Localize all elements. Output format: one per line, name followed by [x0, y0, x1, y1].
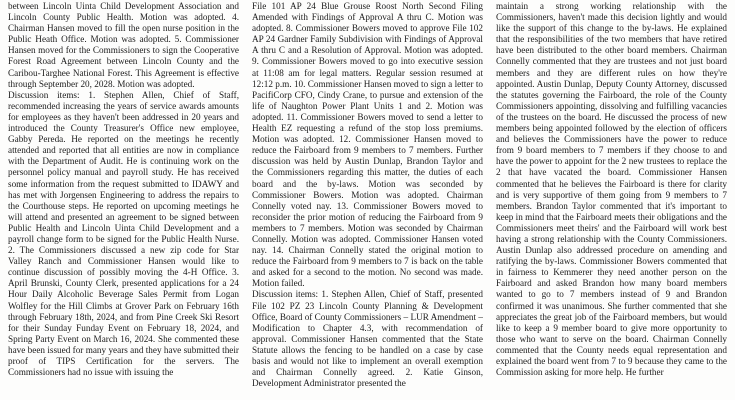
minutes-paragraph: Discussion items: 1. Stephen Allen, Chief of Staff, presented File 102 PZ 23 Lincoln County Planning & Development Office, Board of County Commissioners – LUR Amendment – Modification to Chapter 4.3, with recommendation of approval. Commissioner Hansen commented that the State Statute allows the fencing to be handled on a case by case basis and would not like to implement an overall exemption and Chairman Connelly agreed. 2. Katie Ginson, Development Administrator presented the — [252, 289, 483, 389]
text-column-1 — [8, 1, 239, 400]
minutes-paragraph: maintain a strong working relationship with the Commissioners, haven't made this decision lightly and would like the support of this change to the by-laws. He explained that the responsibilities of the two members that have retired have been distributed to the other board members. Chairman Connelly commented that they are trustees and not just board members and they are different rules on how they're appointed. Austin Dunlap, Deputy County Attorney, discussed the statutes governing the Fairboard, the role of the County Commissioners appointing, dissolving and fulfilling vacancies of the trustees on the board. He discussed the process of new members being appointed followed by the election of officers and believes the Commissioners have the power to reduce from 9 board members to 7 members if they choose to and have the power to appoint for the 2 new trustees to replace the 2 that have vacated the board. Commissioner Hansen commented that he believes the Fairboard is there for clarity and is very supportive of them going from 9 members to 7 members. Brandon Taylor commented that it's important to keep in mind that the Fairboard meets their obligations and the Commissioners meet theirs' and the Fairboard will work best having a strong relationship with the County Commissioners. Austin Dunlap also addressed procedure on amending and ratifying the by-laws. Commissioner Bowers commented that in fairness to Kemmerer they need another person on the Fairboard and asked Brandon how many board members wanted to go to 7 members instead of 9 and Brandon confirmed it was unanimous. She further commented that she appreciates the great job of the Fairboard members, but would like to keep a 9 member board to give more opportunity to those who want to serve on the board. Chairman Connelly commented that the County needs equal representation and explained the board went from 7 to 9 because they came to the Commission asking for more help. He further — [496, 1, 727, 378]
minutes-paragraph: between Lincoln Uinta Child Development Association and Lincoln County Public Health. Motion was adopted. 4. Chairman Hansen moved to fill the open nurse position in the Public Heath Office. Motion was adopted. 5. Commissioner Hansen moved for the Commissioners to sign the Cooperative Forest Road Agreement between Lincoln County and the Caribou-Targhee National Forest. This Agreement is effective through September 20, 2028. Motion was adopted. — [8, 1, 239, 89]
minutes-paragraph: Discussion items: 1. Stephen Allen, Chief of Staff, recommended increasing the years of service awards amounts for employees as they haven't been addressed in 20 years and introduced the County Treasurer's Office new employee, Gabby Pereda. He reported on the meetings he recently attended and reported that all entities are now in compliance with the Department of Audit. He is continuing work on the personnel policy manual and payroll study. He has received some information from the request submitted to IDAWY and has met with Jorgensen Engineering to address the repairs to the Courthouse steps. He reported on upcoming meetings he will attend and presented an agreement to be signed between Public Health and Lincoln Uinta Child Development and a payroll change form to be signed for the Public Health Nurse. 2. The Commissioners discussed a new zip code for Star Valley Ranch and Commissioner Hansen would like to continue discussion of possibly moving the 4-H Office. 3. April Brunski, County Clerk, presented applications for a 24 Hour Daily Alcoholic Beverage Sales Permit from Logan Wolfley for the Hill Climbs at Grover Park on February 16th through February 18th, 2024, and from Pine Creek Ski Resort for their Sunday Funday Event on February 18, 2024, and Spring Party Event on March 16, 2024. She commented these have been issued for many years and they have submitted their proof of TIPS Certification for the servers. The Commissioners had no issue with issuing the — [8, 89, 239, 378]
text-column-3 — [496, 1, 727, 400]
text-column-2 — [252, 1, 483, 400]
minutes-paragraph: File 101 AP 24 Blue Grouse Roost North Second Filing Amended with Findings of Approval A thru C. Motion was adopted. 8. Commissioner Bowers moved to approve File 102 AP 24 Gardner Family Subdivision with Findings of Approval A thru C and a Resolution of Approval. Motion was adopted. 9. Commissioner Bowers moved to go into executive session at 11:08 am for legal matters. Regular session resumed at 12:12 p.m. 10. Commissioner Hansen moved to sign a letter to PacifiCorp CFO, Cindy Crane, to pursue and extension of the life of Naughton Power Plant Units 1 and 2. Motion was adopted. 11. Commissioner Bowers moved to send a letter to Health EZ requesting a refund of the stop loss premiums. Motion was adopted. 12. Commissioner Hansen moved to reduce the Fairboard from 9 members to 7 members. Further discussion was held by Austin Dunlap, Brandon Taylor and the Commissioners regarding this matter, the duties of each board and the by-laws. Motion was seconded by Commissioner Bowers. Motion was adopted. Chairman Connelly voted nay. 13. Commissioner Bowers moved to reconsider the prior motion of reducing the Fairboard from 9 members to 7 members. Motion was seconded by Chairman Connelly. Motion was adopted. Commissioner Hansen voted nay. 14. Chairman Connelly stated the original motion to reduce the Fairboard from 9 members to 7 is back on the table and asked for a second to the motion. No second was made. Motion failed. — [252, 1, 483, 289]
